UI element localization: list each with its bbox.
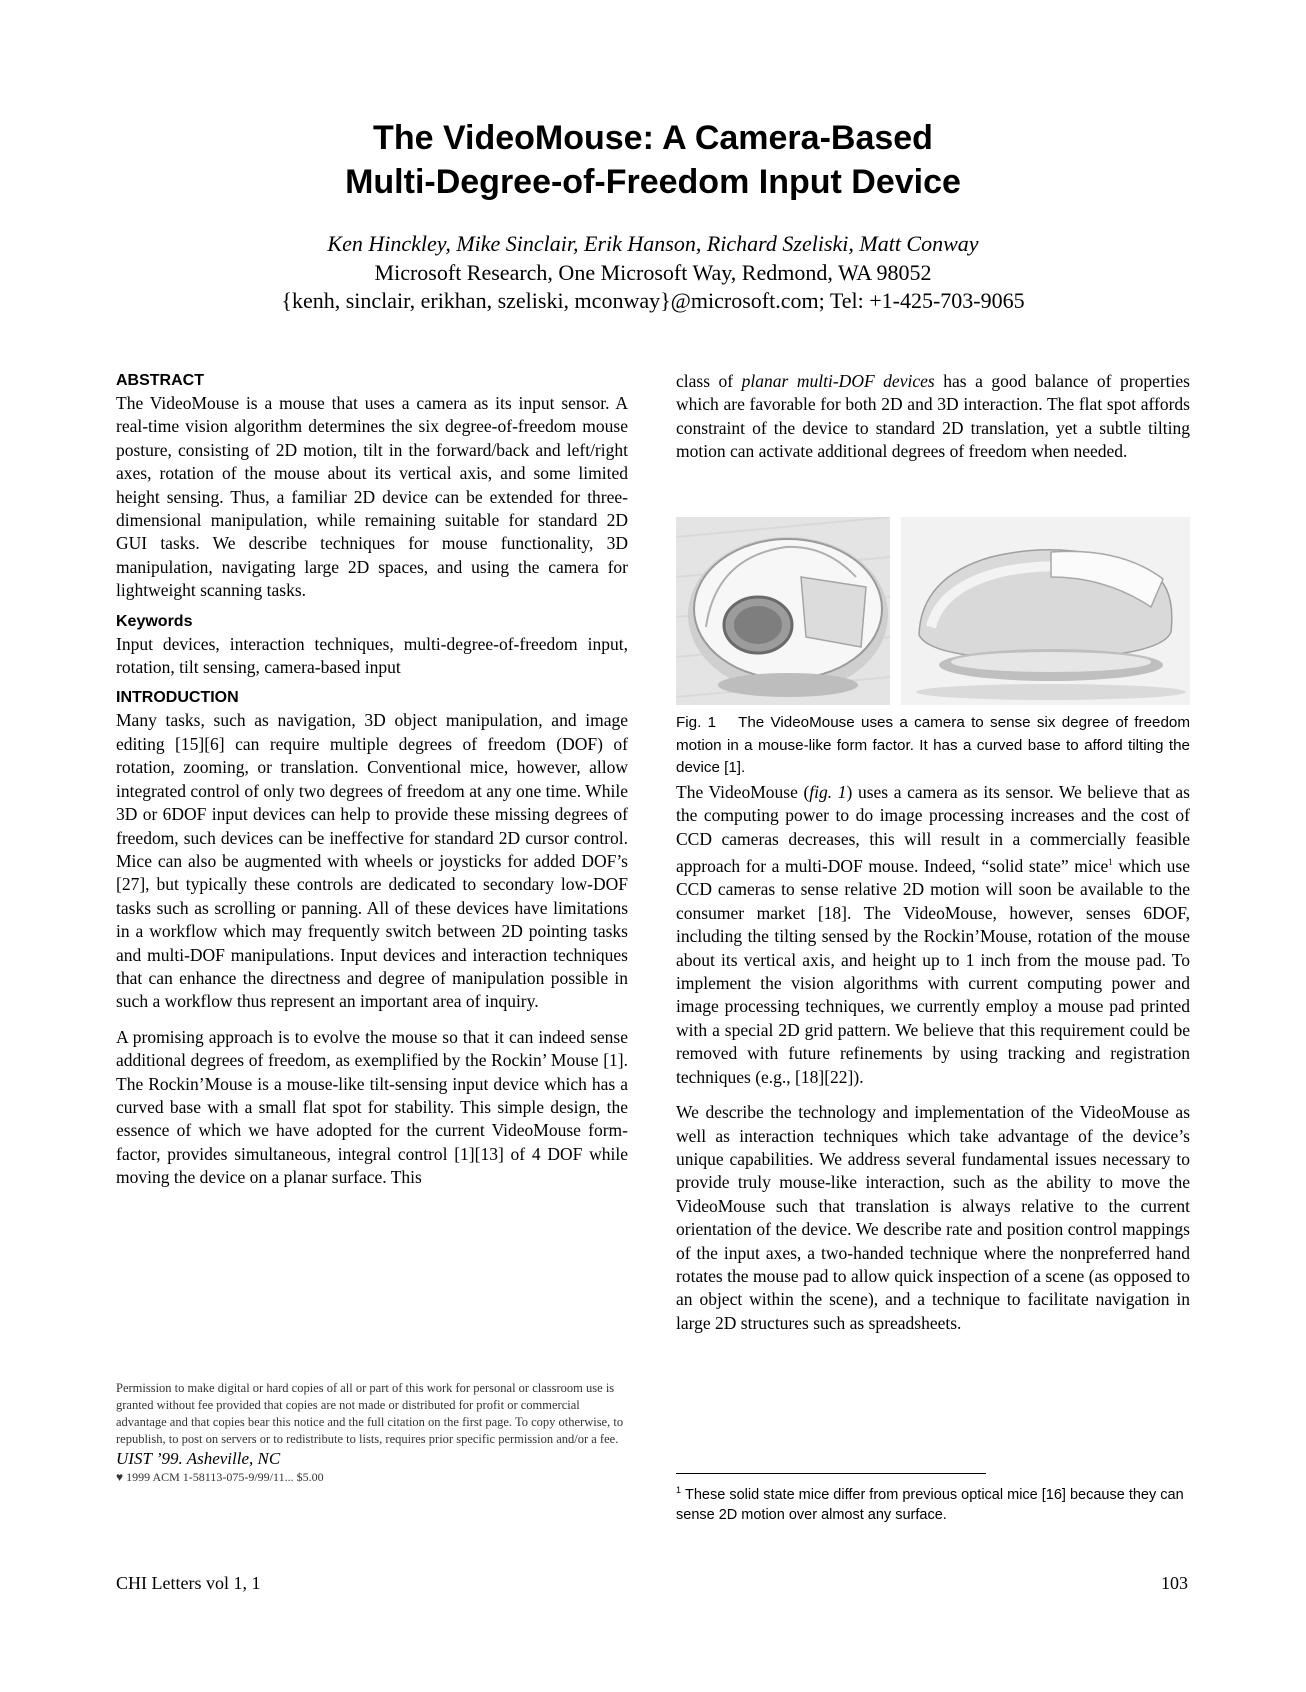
footnote-text: These solid state mice differ from previous optical mice [16] because they can sense 2D motion over almost any surface.: [676, 1486, 1184, 1523]
p1-suffix: has a good balance of properties which are favorable for both 2D and 3D interaction. The flat spot affords constraint of the device to standard 2D translation, yet a subtle tilting motion can activate additional degrees of freedom when needed.: [676, 371, 1190, 462]
p2-figure-ref: fig. 1: [809, 782, 847, 802]
page-number: 103: [1161, 1573, 1188, 1593]
videomouse-side-illustration: [901, 517, 1190, 705]
figure-1-caption: [676, 712, 1190, 780]
journal-footer: CHI Letters vol 1, 1: [116, 1573, 261, 1593]
paper-title: [0, 116, 1306, 204]
videomouse-photo-side-view: [901, 517, 1190, 705]
left-column: [116, 370, 628, 1190]
right-paragraph-1: [676, 370, 1190, 464]
author-list: Ken Hinckley, Mike Sinclair, Erik Hanson, Richard Szeliski, Matt Conway: [327, 231, 979, 256]
permission-notice: [116, 1380, 628, 1486]
footnote-number: 1: [676, 1485, 682, 1495]
footnote-marker: 1: [1108, 857, 1113, 868]
figure-1: [676, 517, 1190, 705]
footnote: [676, 1480, 1190, 1525]
p2-prefix: The VideoMouse (: [676, 782, 810, 802]
venue-line: UIST ’99. Asheville, NC: [116, 1449, 281, 1468]
p1-prefix: class of: [676, 371, 742, 391]
right-paragraph-2: [676, 781, 1190, 1089]
affiliation: Microsoft Research, One Microsoft Way, Redmond, WA 98052: [374, 260, 932, 285]
footnote-rule: [676, 1473, 986, 1474]
videomouse-photo-top-view: [676, 517, 890, 705]
p2-part-2: ) uses a camera as its sensor. We believe that as the computing power to do image processing increases and the cost of CCD cameras decreases, this will result in a commercially feasible approach for a multi-DOF mouse. Indeed, “solid state” mice: [676, 782, 1190, 877]
right-column-body: [676, 781, 1190, 1335]
p2-part-3: which use CCD cameras to sense relative 2D motion will soon be available to the consumer market [18]. The VideoMouse, however, senses 6DOF, including the tilting sensed by the Rockin’Mouse, rotation of the mouse about its vertical axis, and height up to 1 inch from the mouse pad. To implement the vision algorithms with current computing power and image processing techniques, we currently employ a mouse pad printed with a special 2D grid pattern. We believe that this requirement could be removed with future refinements by using tracking and registration techniques (e.g., [18][22]).: [676, 856, 1190, 1087]
p1-italic-term: planar multi-DOF devices: [741, 371, 935, 391]
intro-paragraph-2: A promising approach is to evolve the mouse so that it can indeed sense additional degrees of freedom, as exemplified by the Rockin’ Mouse [1]. The Rockin’Mouse is a mouse-like tilt-sensing input device which has a curved base with a small flat spot for stability. This simple design, the essence of which we have adopted for the current VideoMouse form-factor, provides simultaneous, integral control [1][13] of 4 DOF while moving the device on a planar surface. This: [116, 1026, 628, 1188]
permission-text: Permission to make digital or hard copies of all or part of this work for personal or classroom use is granted without fee provided that copies are not made or distributed for profit or commercial advantage and that copies bear this notice and the full citation on the first page. To copy otherwise, to republish, to post on servers or to redistribute to lists, requires prior specific permission and/or a fee.: [116, 1381, 624, 1446]
contact-info: {kenh, sinclair, erikhan, szeliski, mconway}@microsoft.com; Tel: +1-425-703-9065: [281, 288, 1025, 313]
right-paragraph-3: We describe the technology and implementation of the VideoMouse as well as interaction techniques which take advantage of the device’s unique capabilities. We address several fundamental issues necessary to provide truly mouse-like interaction, such as the ability to move the VideoMouse such that translation is always relative to the current orientation of the device. We describe rate and position control mappings of the input axes, a two-handed technique where the nonpreferred hand rotates the mouse pad to allow quick inspection of a scene (as opposed to an object within the scene), and a technique to facilitate navigation in large 2D structures such as spreadsheets.: [676, 1102, 1190, 1333]
abstract-heading: ABSTRACT: [116, 372, 204, 389]
videomouse-top-illustration: [676, 517, 890, 705]
figure-caption-text: The VideoMouse uses a camera to sense six degree of freedom motion in a mouse-like form factor. It has a curved base to afford tilting the device [1].: [676, 714, 1191, 776]
right-column: [676, 370, 1190, 464]
copyright-line: ♥ 1999 ACM 1-58113-075-9/99/11... $5.00: [116, 1470, 324, 1484]
abstract-text: The VideoMouse is a mouse that uses a camera as its input sensor. A real-time vision algorithm determines the six degree-of-freedom mouse posture, consisting of 2D motion, tilt in the forward/back and left/right axes, rotation of the mouse about its vertical axis, and some limited height sensing. Thus, a familiar 2D device can be extended for three-dimensional manipulation, while remaining suitable for standard 2D GUI tasks. We describe techniques for mouse functionality, 3D manipulation, navigating large 2D spaces, and using the camera for lightweight scanning tasks.: [116, 393, 628, 601]
title-line-2: Multi-Degree-of-Freedom Input Device: [345, 163, 961, 201]
figure-label: Fig. 1: [676, 714, 717, 731]
title-line-1: The VideoMouse: A Camera-Based: [373, 119, 933, 157]
intro-paragraph-1: Many tasks, such as navigation, 3D object manipulation, and image editing [15][6] can require multiple degrees of freedom (DOF) of rotation, zooming, or translation. Conventional mice, however, allow integrated control of only two degrees of freedom at any one time. While 3D or 6DOF input devices can help to provide these missing degrees of freedom, such devices can be ineffective for standard 2D cursor control. Mice can also be augmented with wheels or joysticks for added DOF’s [27], but typically these controls are dedicated to secondary low-DOF tasks such as scrolling or panning. All of these devices have limitations in a workflow which may frequently switch between 2D pointing tasks and multi-DOF manipulations. Input devices and interaction techniques that can enhance the directness and degree of manipulation possible in such a workflow thus represent an important area of inquiry.: [116, 710, 628, 1012]
keywords-heading: Keywords: [116, 612, 193, 630]
introduction-heading: INTRODUCTION: [116, 689, 239, 707]
keywords-text: Input devices, interaction techniques, multi-degree-of-freedom input, rotation, tilt sensing, camera-based input: [116, 633, 628, 678]
